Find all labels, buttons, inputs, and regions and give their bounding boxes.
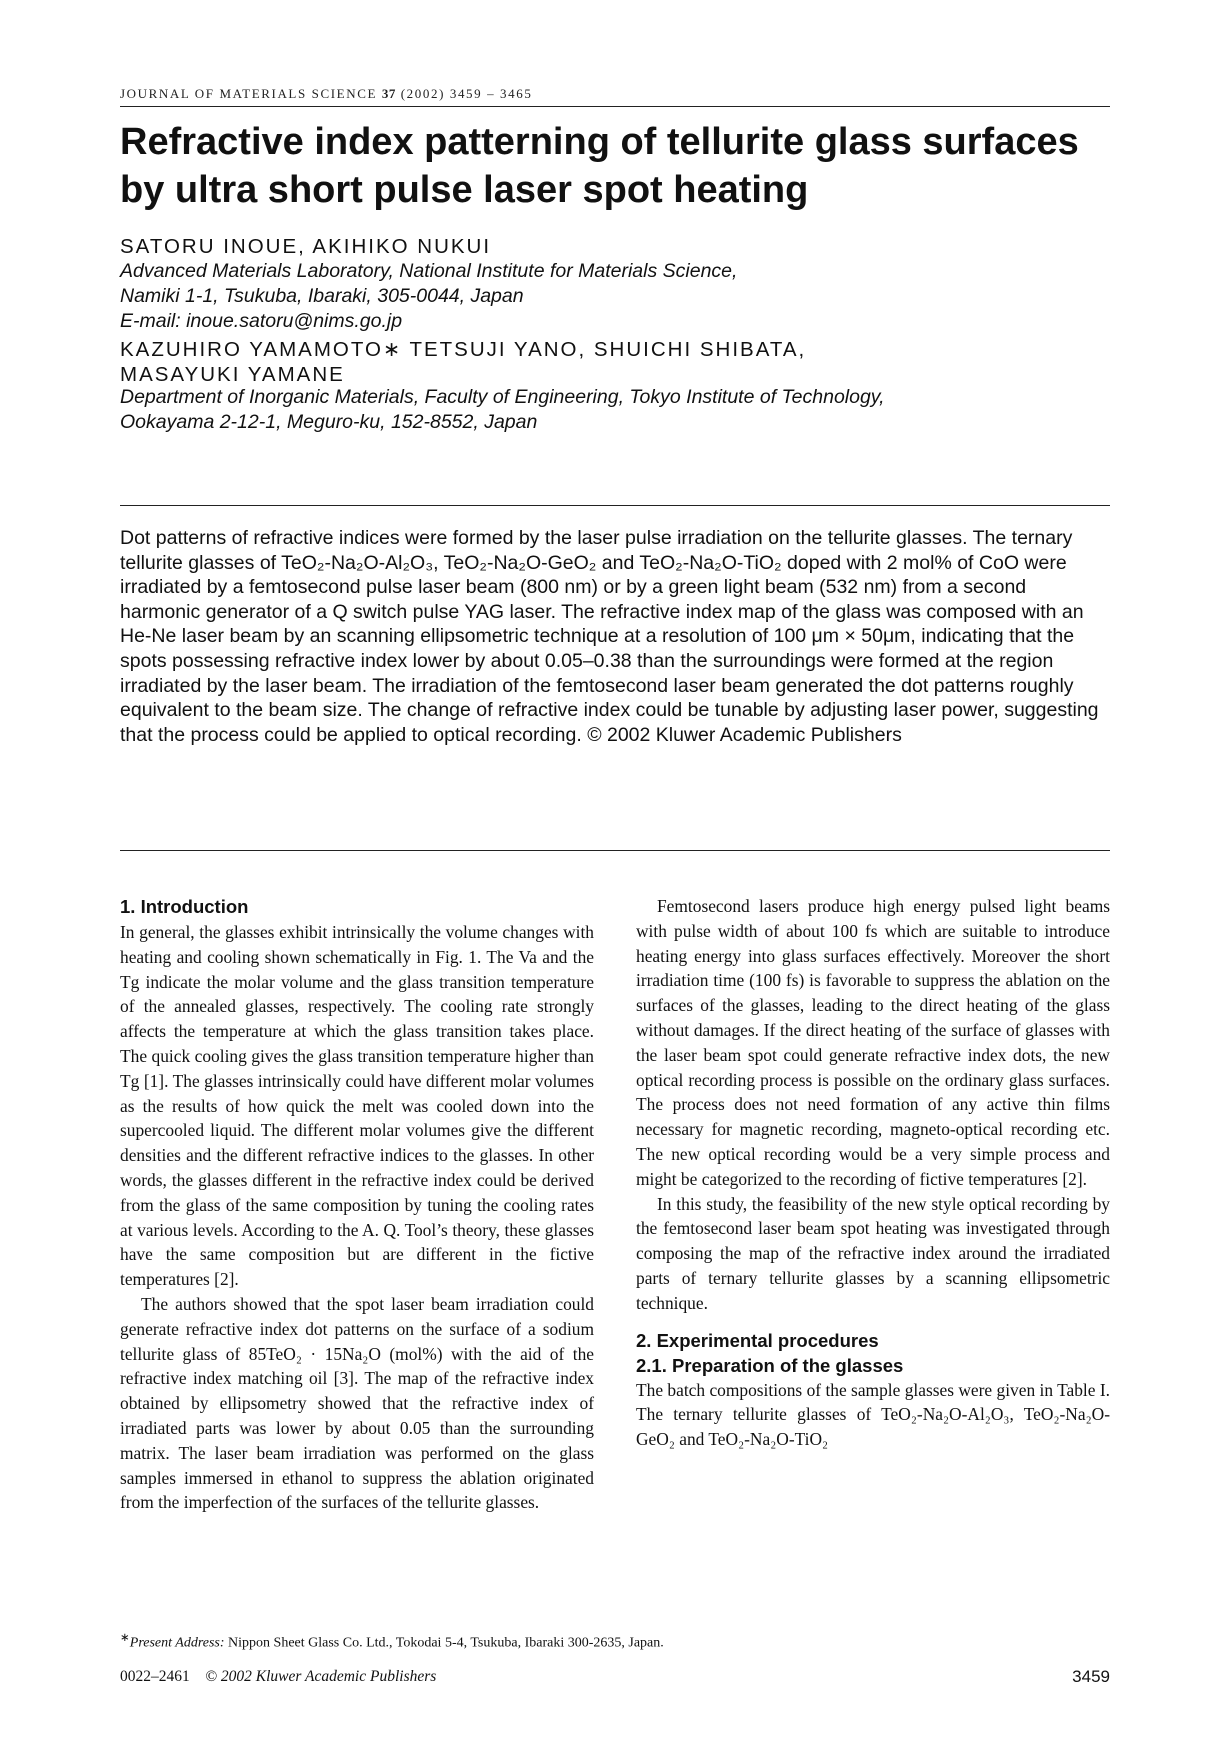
header-rule (120, 106, 1110, 107)
journal-name: JOURNAL OF MATERIALS SCIENCE (120, 86, 378, 101)
footnote-text: Nippon Sheet Glass Co. Ltd., Tokodai 5-4, Tsukuba, Ibaraki 300-2635, Japan. (228, 1635, 664, 1651)
body-paragraph: Femtosecond lasers produce high energy pulsed light beams with pulse width of about 100 fs which are suitable to introduce heating energy into glass surfaces effectively. Moreover the short irradiation time (100 fs) is favorable to suppress the ablation on the surfaces of the glasses, leading to the direct heating of the glass without damages. If the direct heating of the surface of glasses with the laser beam spot could generate refractive index dots, the new optical recording process is possible on the ordinary glass surfaces. The process does not need formation of any active thin films necessary for magnetic recording, magneto-optical recording etc. The new optical recording would be a very simple process and might be categorized to the recording of fictive temperatures [2]. (636, 896, 1110, 1189)
page-number: 3459 (1072, 1667, 1110, 1686)
abstract-bottom-rule (120, 850, 1110, 851)
author-list-2 (120, 337, 1110, 387)
footer-copyright: © 2002 Kluwer Academic Publishers (205, 1668, 437, 1685)
paper-title: Refractive index patterning of tellurite glass surfaces by ultra short pulse laser spot heating (120, 121, 1079, 211)
body-paragraph: The authors showed that the spot laser beam irradiation could generate refractive index dot patterns on the surface of a sodium tellurite glass of 85TeO₂ · 15Na₂O (mol%) with the aid of the refractive index matching oil [3]. The map of the refractive index obtained by ellipsometry showed that the refractive index of irradiated parts was lower by about 0.05 than the surrounding matrix. The laser beam irradiation was performed on the glass samples immersed in ethanol to suppress the ablation originated from the imperfection of the surfaces of the tellurite glasses. (120, 1293, 594, 1513)
left-column (120, 894, 594, 1515)
body-paragraph: In general, the glasses exhibit intrinsically the volume changes with heating and cooling shown schematically in Fig. 1. The Va and the Tg indicate the molar volume and the glass transition temperature of the annealed glasses, respectively. The cooling rate strongly affects the temperature at which the glass transition takes place. The quick cooling gives the glass transition temperature higher than Tg [1]. The glasses intrinsically could have different molar volumes as the results of how quick the melt was cooled down into the supercooled liquid. The different molar volumes give the different densities and the different refractive indices to the glasses. In other words, the glasses different in the refractive index could be derived from the glass of the same composition by tuning the cooling rates at various levels. According to the A. Q. Tool’s theory, these glasses have the same composition but are different in the fictive temperatures [2]. (120, 922, 594, 1290)
journal-volume: 37 (381, 86, 396, 101)
footer-issn: 0022–2461 (120, 1668, 190, 1685)
body-paragraph: In this study, the feasibility of the new style optical recording by the femtosecond laser beam spot heating was investigated through composing the map of the refractive index around the irradiated parts of ternary tellurite glasses by a scanning ellipsometric technique. (636, 1193, 1110, 1313)
affiliation-1 (120, 259, 1110, 334)
footer-left (120, 1668, 436, 1686)
affiliation-2-line: Department of Inorganic Materials, Faculty of Engineering, Tokyo Institute of Technology, (120, 386, 885, 408)
abstract: Dot patterns of refractive indices were formed by the laser pulse irradiation on the tellurite glasses. The ternary tellurite glasses of TeO₂-Na₂O-Al₂O₃, TeO₂-Na₂O-GeO₂ and TeO₂-Na₂O-TiO₂ doped with 2 mol% of CoO were irradiated by a femtosecond pulse laser beam (800 nm) or by a green light beam (532 nm) from a second harmonic generator of a Q switch pulse YAG laser. The refractive index map of the glass was composed with an He-Ne laser beam by an scanning ellipsometric technique at a resolution of 100 μm × 50μm, indicating that the spots possessing refractive index lower by about 0.05–0.38 than the surroundings were formed at the region irradiated by the laser beam. The irradiation of the femtosecond laser beam generated the dot patterns roughly equivalent to the beam size. The change of refractive index could be tunable by adjusting laser power, suggesting that the process could be applied to optical recording. © 2002 Kluwer Academic Publishers (120, 527, 1099, 746)
journal-year-pages: (2002) 3459 – 3465 (400, 86, 533, 101)
author-list-2-line: MASAYUKI YAMANE (120, 363, 345, 386)
author-email: E-mail: inoue.satoru@nims.go.jp (120, 310, 403, 332)
footnote-label: Present Address: (129, 1635, 225, 1651)
affiliation-1-line: Advanced Materials Laboratory, National Institute for Materials Science, (120, 260, 738, 282)
abstract-top-rule (120, 505, 1110, 506)
right-column (636, 894, 1110, 1452)
affiliation-1-line: Namiki 1-1, Tsukuba, Ibaraki, 305-0044, Japan (120, 285, 524, 307)
running-head (120, 86, 1110, 102)
section-heading-introduction: 1. Introduction (120, 896, 249, 917)
section-gap (636, 1316, 1110, 1328)
footnote-marker: ∗ (120, 1631, 130, 1644)
author-list-1: SATORU INOUE, AKIHIKO NUKUI (120, 235, 492, 258)
footnote (120, 1630, 1110, 1652)
affiliation-2-line: Ookayama 2-12-1, Meguro-ku, 152-8552, Japan (120, 411, 538, 433)
section-heading-experimental: 2. Experimental procedures (636, 1329, 879, 1351)
subsection-heading-preparation: 2.1. Preparation of the glasses (636, 1354, 904, 1376)
affiliation-2 (120, 385, 1110, 435)
body-paragraph: The batch compositions of the sample glasses were given in Table I. The ternary tellurite glasses of TeO₂-Na₂O-Al₂O₃, TeO₂-Na₂O-GeO₂ and TeO₂-Na₂O-TiO₂ (636, 1379, 1110, 1450)
author-list-2-line: KAZUHIRO YAMAMOTO∗ TETSUJI YANO, SHUICHI SHIBATA, (120, 338, 807, 361)
